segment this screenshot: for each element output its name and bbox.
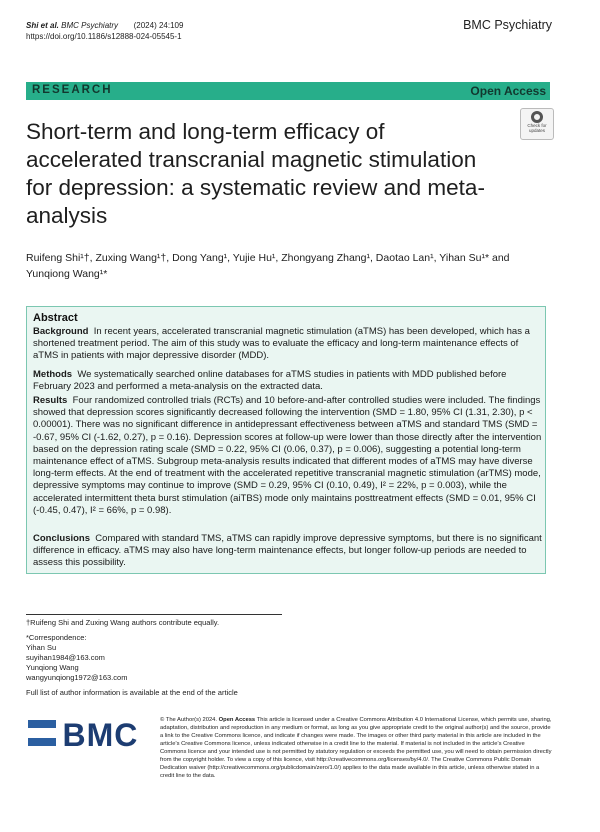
authors-line1: Ruifeng Shi¹†, Zuxing Wang¹†, Dong Yang¹, Yujie Hu¹, Zhongyang Zhang¹, Daotao Lan¹, Yihan Su¹* and: [26, 252, 510, 264]
results-text: Four randomized controlled trials (RCTs) and 10 before-and-after controlled studies were included. The findings showed that depression scores significantly decreased following the intervention (SMD = 1.80, 95% CI (1.31, 2.30), p < 0.00001). There was no significant difference in antidepressant effectiveness between aTMS and standard TMS (SMD = -0.67, 95% CI (-1.62, 0.27), p = 0.16). Depression scores at follow-up were lower than those directly after the intervention based on the depression rating scale (SMD = 0.22, 95% CI (0.06, 0.37), p = 0.006), suggesting a potential long-term maintenance effect of aTMS. Subgroup meta-analysis results indicated that different modes of aTMS may have diverse long-term effects. At the end of treatment with the accelerated repetitive transcranial magnetic stimulation (arTMS) mode, depressive symptoms may continue to improve (SMD = 0.29, 95% CI (0.10, 0.49), I² = 22%, p = 0.003), while the accelerated intermittent theta burst stimulation (aiTBS) mode only maintains posttreatment effects (SMD = 0.01, 95% CI (-0.45, 0.47), I² = 66%, p = 0.98).: [33, 395, 542, 516]
correspondence-label: *Correspondence:: [26, 633, 87, 642]
correspondent-email-2[interactable]: wangyunqiong1972@163.com: [26, 673, 128, 682]
correspondent-name-2: Yunqiong Wang: [26, 663, 79, 672]
license-text: This article is licensed under a Creative Commons Attribution 4.0 International License, which permits use, sharing, adaptation, distribution and reproduction in any medium or format, as long as you give appropriate credit to the original author(s) and the source, provide a link to the Creative Commons licence, and indicate if changes were made. The images or other third party material in this article are included in the article's Creative Commons licence, unless indicated otherwise in a credit line to the material. If material is not included in the article's Creative Commons licence and your intended use is not permitted by statutory regulation or exceeds the permitted use, you will need to obtain permission directly from the copyright holder. To view a copy of this licence, visit http://creativecommons.org/licenses/by/4.0/. The Creative Commons Public Domain Dedication waiver (http://creativecommons.org/publicdomain/zero/1.0/) applies to the data made available in this article, unless otherwise stated in a credit line to the data.: [160, 717, 552, 779]
abstract-background: [33, 326, 543, 363]
license-open-access: Open Access: [218, 717, 256, 723]
open-access-label: Open Access: [470, 84, 546, 98]
abstract-results: [33, 395, 543, 517]
background-text: In recent years, accelerated transcranial magnetic stimulation (aTMS) has been developed, which has a shortened treatment period. The aim of this study was to evaluate the efficacy and long-term maintenance effects of aTMS in patients with major depressive disorder (MDD).: [33, 326, 530, 362]
conclusions-text: Compared with standard TMS, aTMS can rapidly improve depressive symptoms, but there is no significant difference in efficacy. aTMS may also have long-term maintenance effects, but longer follow-up periods are needed to assess this possibility.: [33, 533, 542, 569]
correspondent-name-1: Yihan Su: [26, 643, 57, 652]
authors-line2: Yunqiong Wang¹*: [26, 268, 108, 280]
check-for-updates-badge[interactable]: [520, 108, 554, 140]
license-copyright: © The Author(s) 2024.: [160, 717, 218, 723]
article-title: Short-term and long-term efficacy of accelerated transcranial magnetic stimulation for depression: a systematic review and meta-analysis: [26, 119, 485, 228]
background-label: Background: [33, 326, 89, 337]
methods-text: We systematically searched online databases for aTMS studies in patients with MDD published before February 2023 and performed a meta-analysis on the extracted data.: [33, 369, 507, 393]
citation-journal: BMC Psychiatry: [61, 21, 119, 30]
check-updates-icon: [531, 111, 543, 123]
license-statement: [160, 716, 552, 780]
abstract-box: [26, 306, 546, 574]
results-label: Results: [33, 395, 68, 406]
journal-name: BMC Psychiatry: [463, 18, 552, 32]
citation-authors: Shi et al.: [26, 21, 59, 30]
bmc-logo: [28, 716, 138, 755]
doi-link[interactable]: https://doi.org/10.1186/s12888-024-05545-1: [26, 32, 182, 41]
correspondence-block: [26, 633, 127, 683]
equal-contribution-note: †Ruifeng Shi and Zuxing Wang authors contribute equally.: [26, 618, 220, 627]
abstract-heading: Abstract: [33, 312, 78, 324]
conclusions-label: Conclusions: [33, 533, 91, 544]
author-info-note: Full list of author information is available at the end of the article: [26, 688, 238, 697]
footnote-divider: [26, 614, 282, 615]
correspondent-email-1[interactable]: suyihan1984@163.com: [26, 653, 105, 662]
article-type-band: [26, 82, 550, 100]
logo-text: BMC: [62, 717, 139, 753]
badge-line2: updates: [528, 128, 545, 133]
methods-label: Methods: [33, 369, 73, 380]
logo-bars-icon: [28, 716, 58, 755]
badge-line1: Check for: [527, 123, 547, 128]
article-type-label: RESEARCH: [32, 84, 113, 96]
abstract-methods: [33, 369, 543, 393]
author-list: [26, 250, 526, 282]
abstract-conclusions: [33, 533, 543, 570]
citation-header: [26, 20, 183, 42]
citation-year-volume: (2024) 24:109: [133, 21, 184, 30]
